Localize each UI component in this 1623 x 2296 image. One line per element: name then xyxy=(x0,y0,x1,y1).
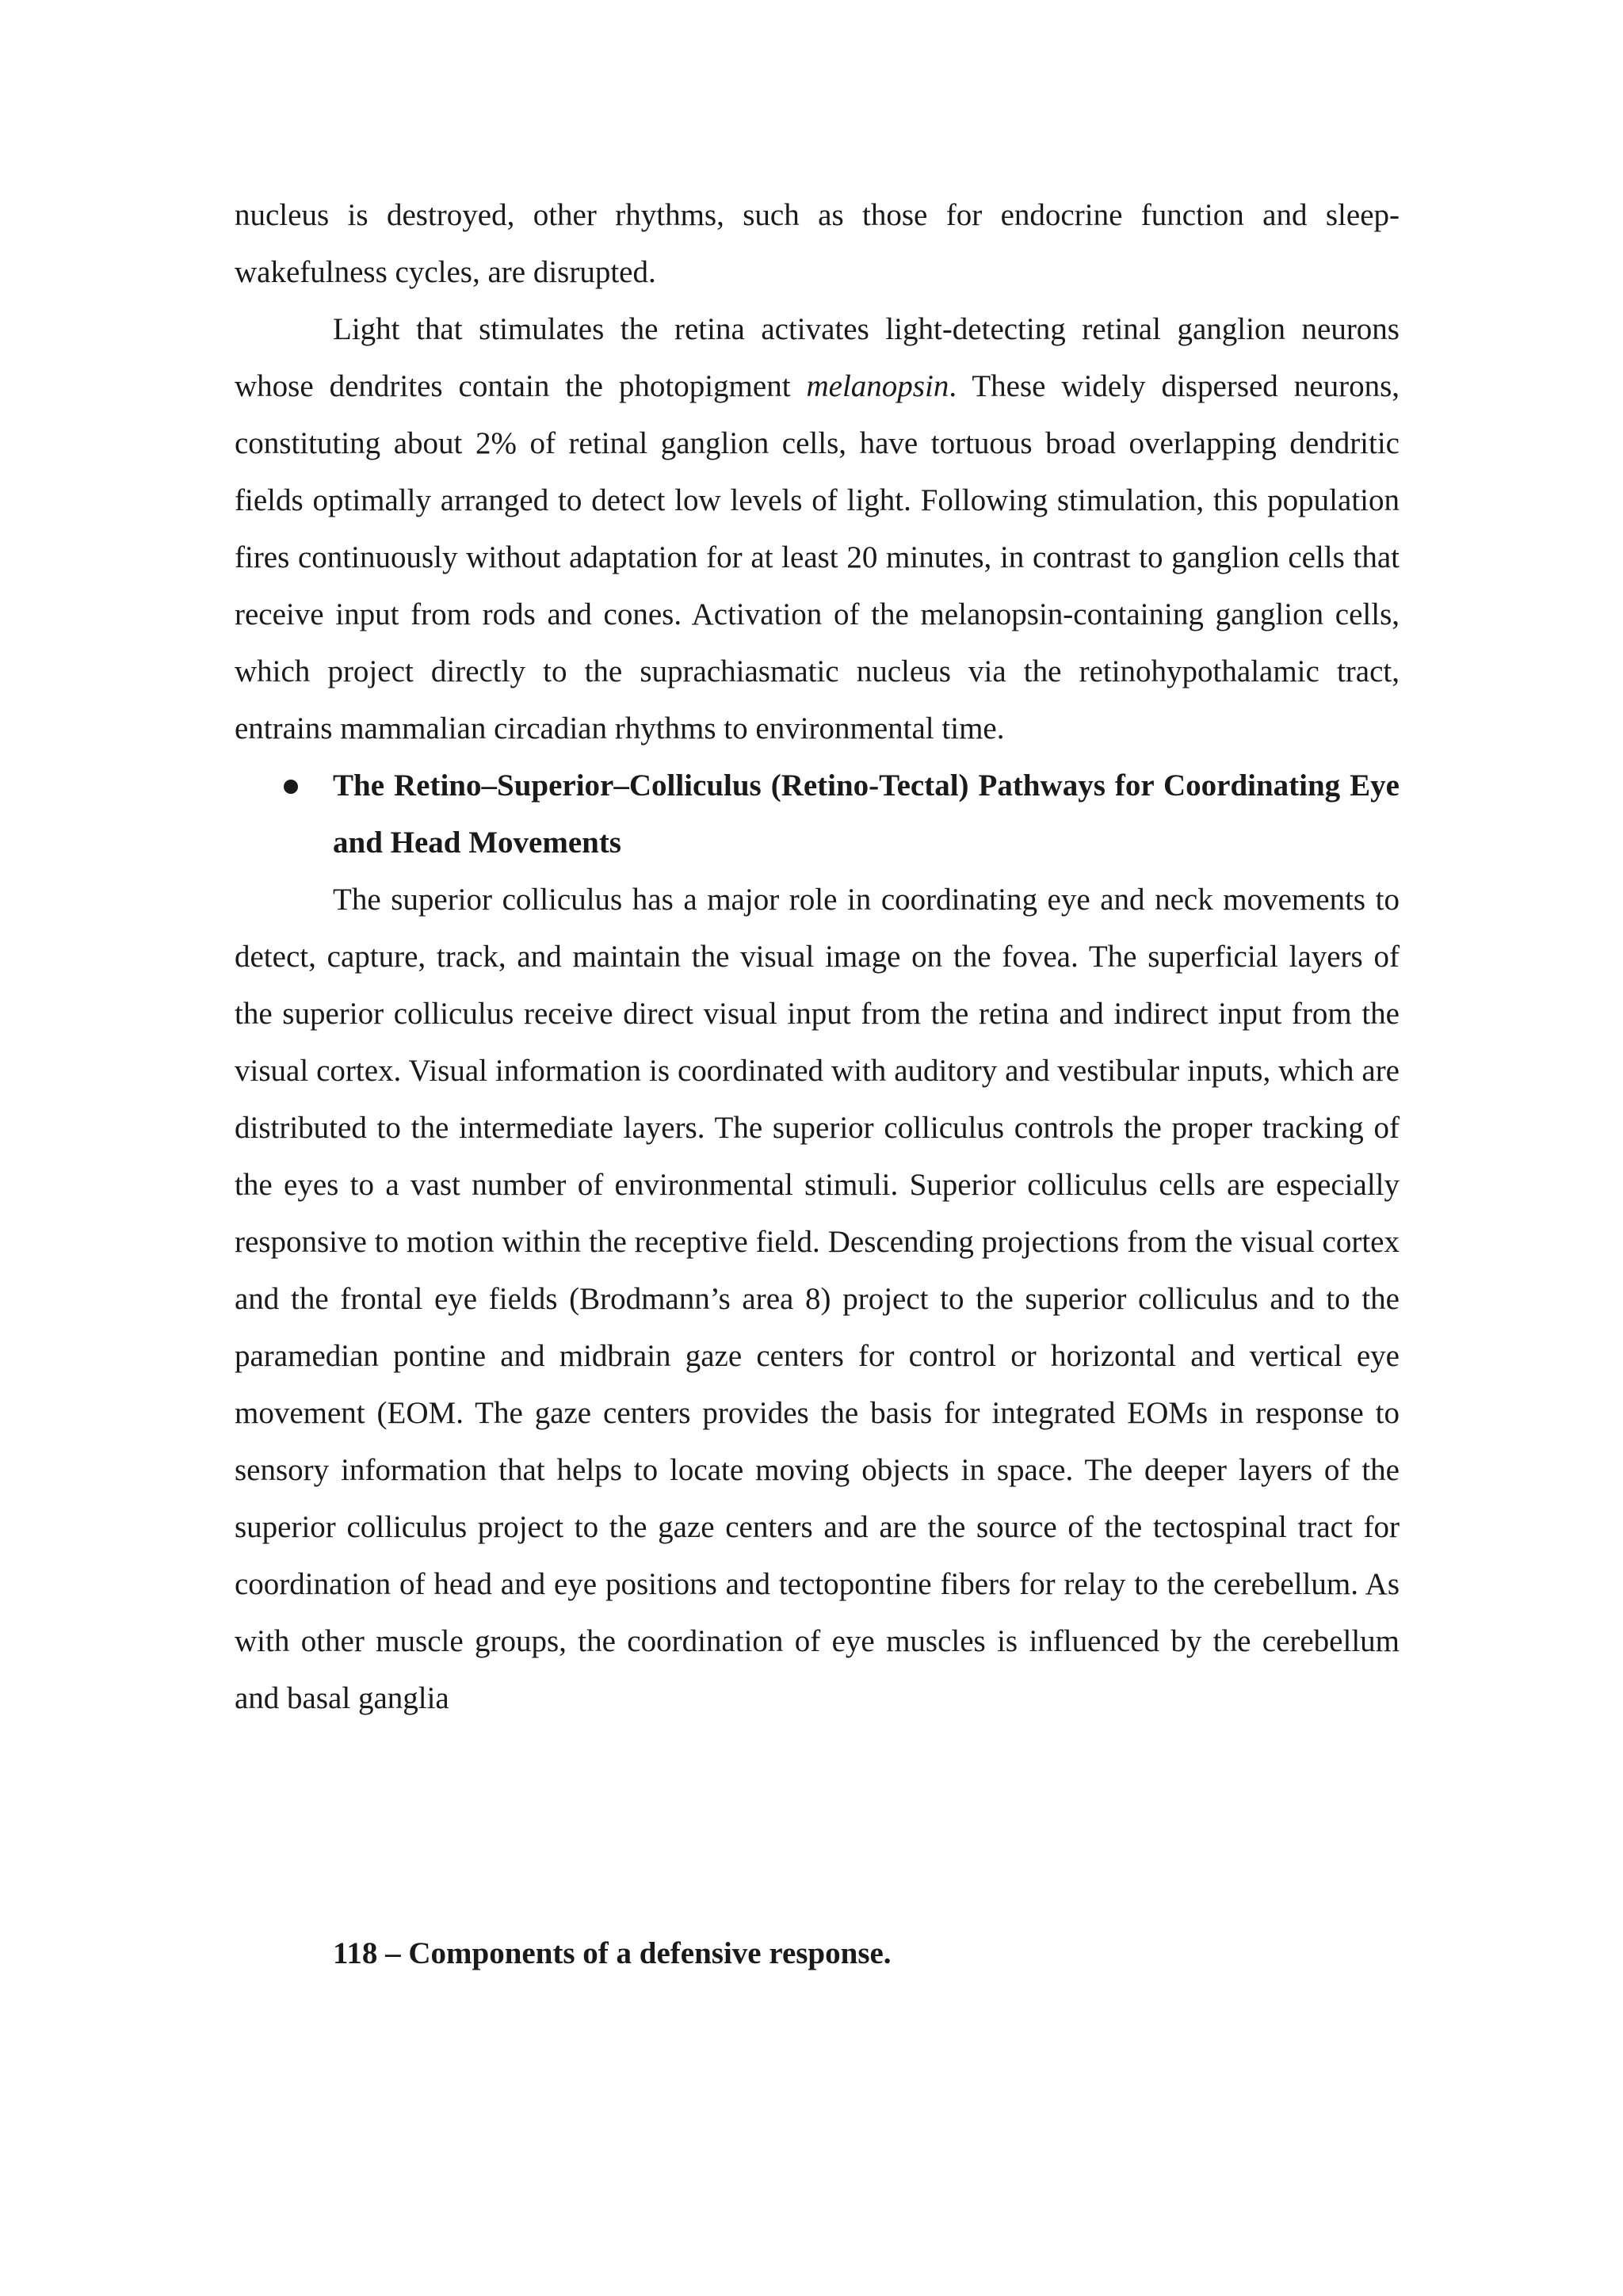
bullet-heading-retino-tectal xyxy=(235,757,1400,871)
body-text xyxy=(235,187,1400,1727)
paragraph-melanopsin xyxy=(235,301,1400,757)
paragraph-melanopsin-text-start: Light that stimulates the retina activates light-detecting retinal ganglion neurons whose dendrites contain the photopigment xyxy=(235,312,1400,403)
paragraph-melanopsin-text-end: . These widely dispersed neurons, constituting about 2% of retinal ganglion cells, have tortuous broad overlapping dendritic fields optimally arranged to detect low levels of light. Following stimulation, this population fires continuously without adaptation for at least 20 minutes, in contrast to ganglion cells that receive input from rods and cones. Activation of the melanopsin-containing ganglion cells, which project directly to the suprachiasmatic nucleus via the retinohypothalamic tract, entrains mammalian circadian rhythms to environmental time. xyxy=(235,369,1400,746)
paragraph-circadian-disruption: nucleus is destroyed, other rhythms, such as those for endocrine function and sleep-wakefulness cycles, are disrupted. xyxy=(235,198,1400,289)
melanopsin-term: melanopsin xyxy=(806,369,949,403)
bullet-heading-text: The Retino–Superior–Colliculus (Retino-Tectal) Pathways for Coordinating Eye and Head Movements xyxy=(333,769,1400,860)
bullet-icon xyxy=(284,780,298,794)
section-heading: 118 – Components of a defensive response. xyxy=(333,1936,892,1970)
paragraph-superior-colliculus: The superior colliculus has a major role in coordinating eye and neck movements to detect, capture, track, and maintain the visual image on the fovea. The superficial layers of the superior colliculus receive direct visual input from the retina and indirect input from the visual cortex. Visual information is coordinated with auditory and vestibular inputs, which are distributed to the intermediate layers. The superior colliculus controls the proper tracking of the eyes to a vast number of environmental stimuli. Superior colliculus cells are especially responsive to motion within the receptive field. Descending projections from the visual cortex and the frontal eye fields (Brodmann’s area 8) project to the superior colliculus and to the paramedian pontine and midbrain gaze centers for control or horizontal and vertical eye movement (EOM. The gaze centers provides the basis for integrated EOMs in response to sensory information that helps to locate moving objects in space. The deeper layers of the superior colliculus project to the gaze centers and are the source of the tectospinal tract for coordination of head and eye positions and tectopontine fibers for relay to the cerebellum. As with other muscle groups, the coordination of eye muscles is influenced by the cerebellum and basal ganglia xyxy=(235,883,1400,1715)
